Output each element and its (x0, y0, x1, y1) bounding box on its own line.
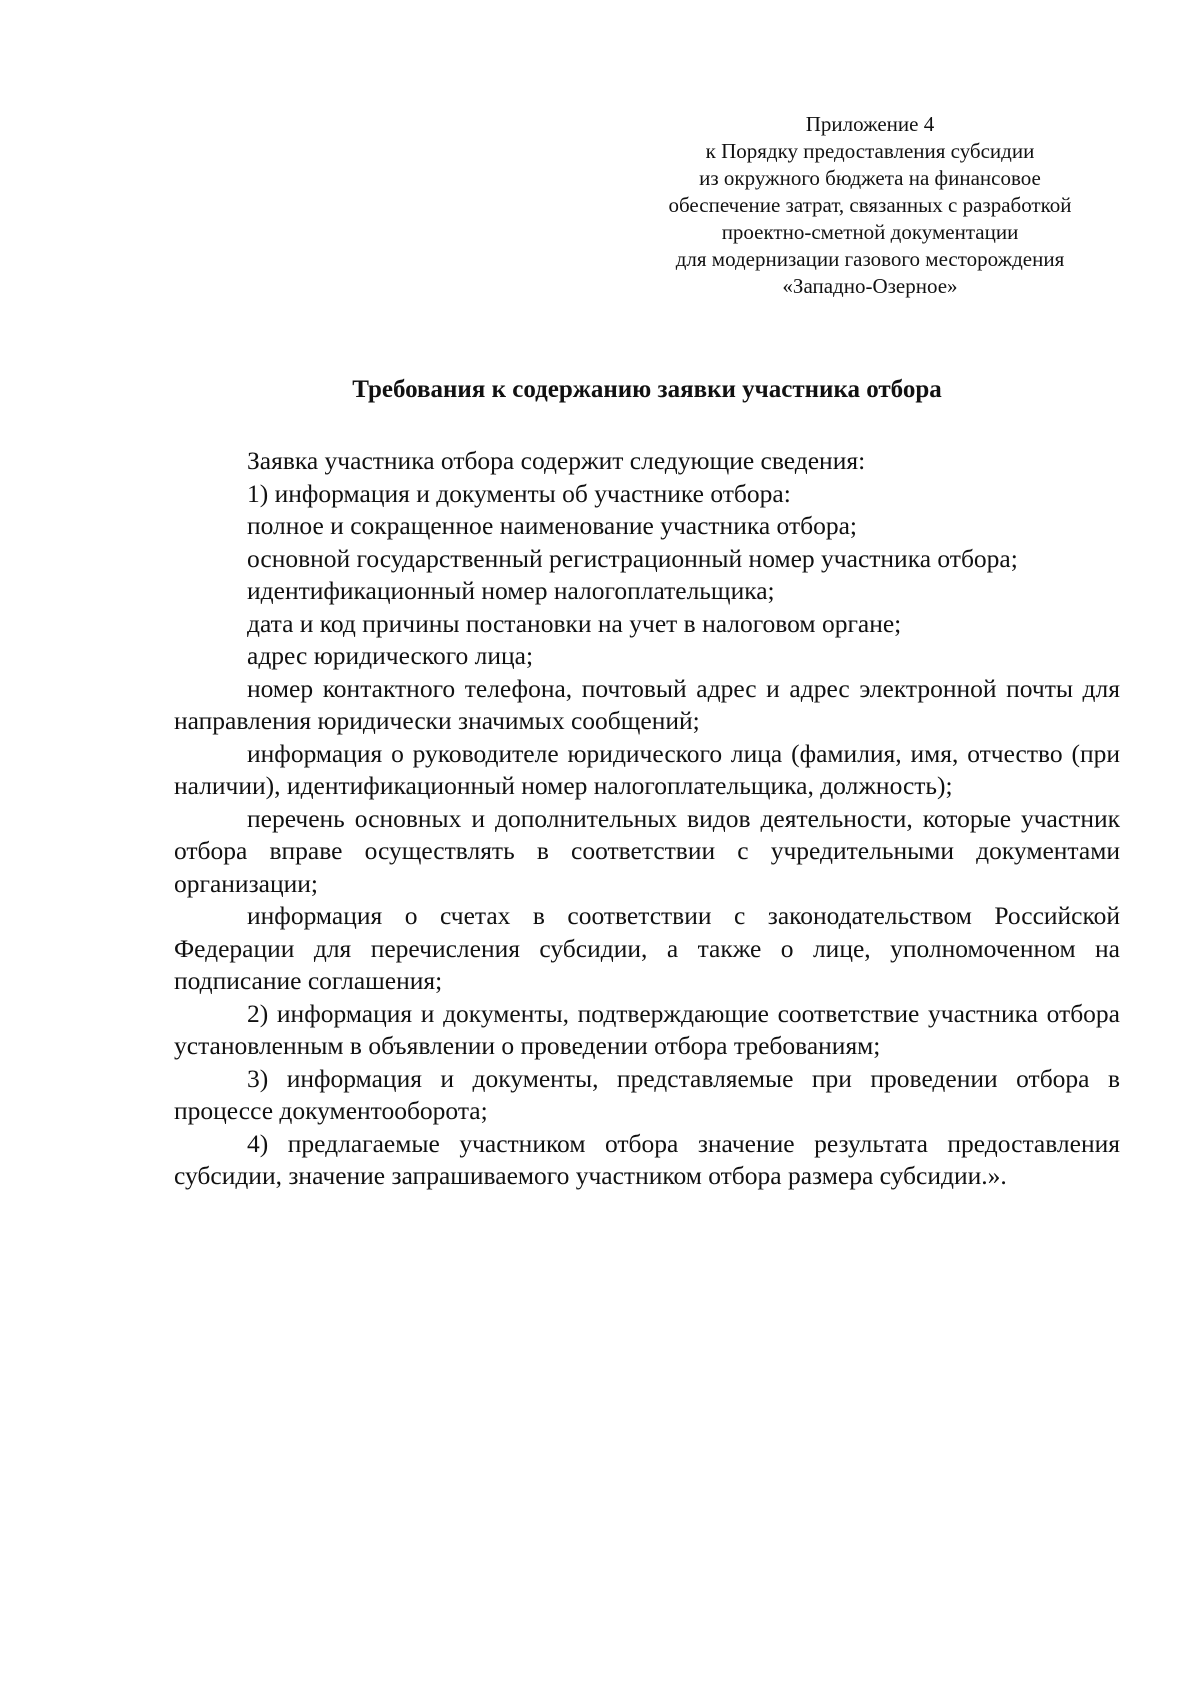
paragraph: информация о счетах в соответствии с законодательством Российской Федерации для перечисления субсидии, а также о лице, уполномоченном на подписание соглашения; (174, 901, 1120, 995)
paragraph: 4) предлагаемые участником отбора значение результата предоставления субсидии, значение запрашиваемого участником отбора размера субсидии.». (174, 1128, 1120, 1190)
appendix-line: «Западно-Озерное» (782, 274, 958, 298)
paragraph: 2) информация и документы, подтверждающие соответствие участника отбора установленным в объявлении о проведении отбора требованиям; (174, 998, 1120, 1060)
paragraph: адрес юридического лица; (247, 641, 534, 670)
paragraph: информация о руководителе юридического лица (фамилия, имя, отчество (при наличии), идентификационный номер налогоплательщика, должность); (174, 738, 1120, 800)
paragraph: Заявка участника отбора содержит следующие сведения: (247, 446, 866, 475)
paragraph: идентификационный номер налогоплательщика; (247, 576, 775, 605)
document-body (174, 445, 1120, 1193)
appendix-line: для модернизации газового месторождения (675, 247, 1065, 271)
paragraph: 3) информация и документы, представляемые при проведении отбора в процессе документооборота; (174, 1063, 1120, 1125)
paragraph: перечень основных и дополнительных видов деятельности, которые участник отбора вправе осуществлять в соответствии с учредительными документами организации; (174, 803, 1120, 898)
document-title: Требования к содержанию заявки участника отбора (352, 376, 942, 403)
appendix-header (620, 111, 1120, 300)
paragraph: 1) информация и документы об участнике отбора: (247, 478, 791, 508)
paragraph: полное и сокращенное наименование участника отбора; (247, 511, 857, 540)
appendix-line: проектно-сметной документации (721, 220, 1019, 244)
appendix-line: из окружного бюджета на финансовое (699, 166, 1041, 190)
appendix-line: Приложение 4 (805, 112, 935, 136)
appendix-line: обеспечение затрат, связанных с разработкой (668, 193, 1072, 217)
paragraph: дата и код причины постановки на учет в налоговом органе; (247, 608, 902, 638)
appendix-line: к Порядку предоставления субсидии (705, 139, 1035, 163)
paragraph: номер контактного телефона, почтовый адрес и адрес электронной почты для направления юридически значимых сообщений; (174, 673, 1120, 735)
paragraph: основной государственный регистрационный номер участника отбора; (247, 543, 1018, 573)
